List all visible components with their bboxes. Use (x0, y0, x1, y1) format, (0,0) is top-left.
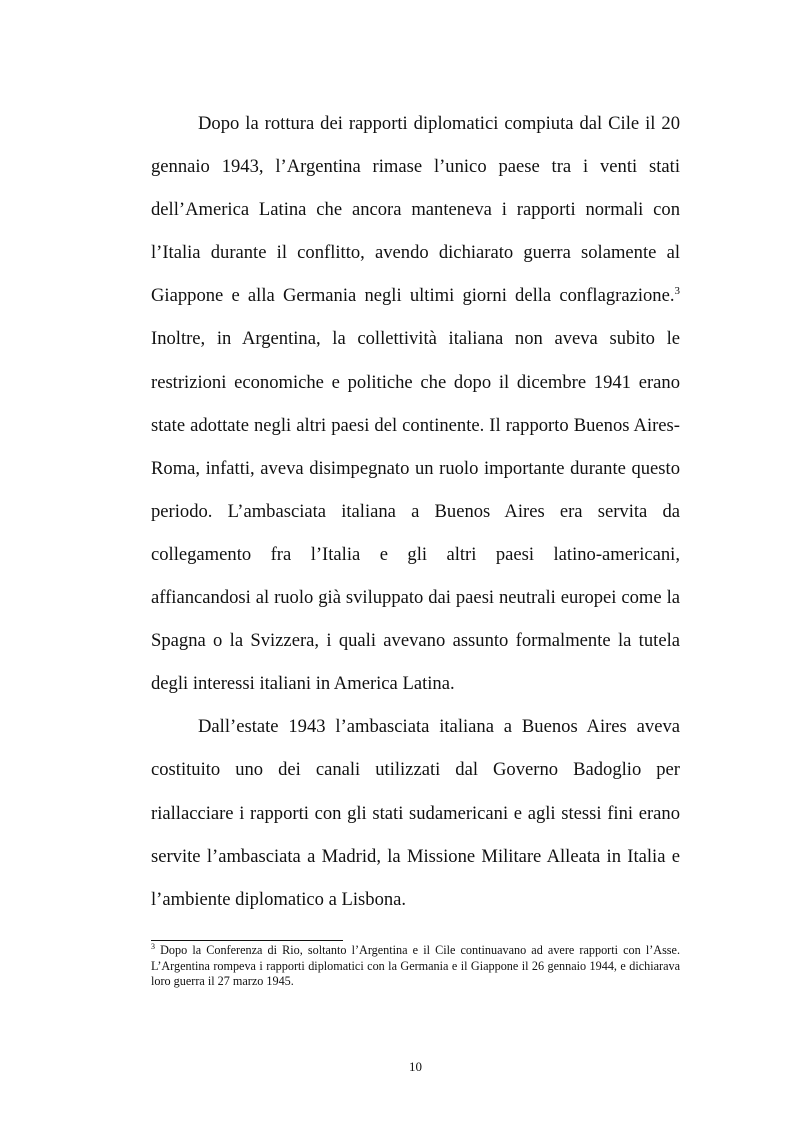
footnote (151, 943, 680, 990)
paragraph-1-text: Dopo la rottura dei rapporti diplomatici compiuta dal Cile il 20 gennaio 1943, l’Argentina rimase l’unico paese tra i venti stati dell’America Latina che ancora manteneva i rapporti normali con l’Italia durante il conflitto, avendo dichiarato guerra solamente al Giappone e alla Germania negli ultimi giorni della conflagrazione. (151, 113, 680, 307)
footnote-number: 3 (151, 941, 155, 951)
paragraph-1-text-continued: Inoltre, in Argentina, la collettività italiana non aveva subito le restrizioni economiche e politiche che dopo il dicembre 1941 erano state adottate negli altri paesi del continente. Il rapporto Buenos Aires-Roma, infatti, aveva disimpegnato un ruolo importante durante questo periodo. L’ambasciata italiana a Buenos Aires era servita da collegamento fra l’Italia e gli altri paesi latino-americani, affiancandosi al ruolo già sviluppato dai paesi neutrali europei come la Spagna o la Svizzera, i quali avevano assunto formalmente la tutela degli interessi italiani in America Latina. (151, 328, 680, 695)
footnote-text: Dopo la Conferenza di Rio, soltanto l’Argentina e il Cile continuavano ad avere rapporti con l’Asse. L’Argentina rompeva i rapporti diplomatici con la Germania e il Giappone il 26 gennaio 1944, e dichiarava loro guerra il 27 marzo 1945. (151, 943, 681, 988)
page-number: 10 (409, 1059, 422, 1074)
paragraph-2 (151, 705, 680, 920)
footnote-reference: 3 (674, 285, 680, 298)
paragraph-1 (151, 102, 680, 705)
paragraph-2-text: Dall’estate 1943 l’ambasciata italiana a Buenos Aires aveva costituito uno dei canali utilizzati dal Governo Badoglio per riallacciare i rapporti con gli stati sudamericani e agli stessi fini erano servite l’ambasciata a Madrid, la Missione Militare Alleata in Italia e l’ambiente diplomatico a Lisbona. (151, 716, 680, 910)
footnote-separator (151, 940, 343, 941)
body-text (151, 102, 680, 921)
